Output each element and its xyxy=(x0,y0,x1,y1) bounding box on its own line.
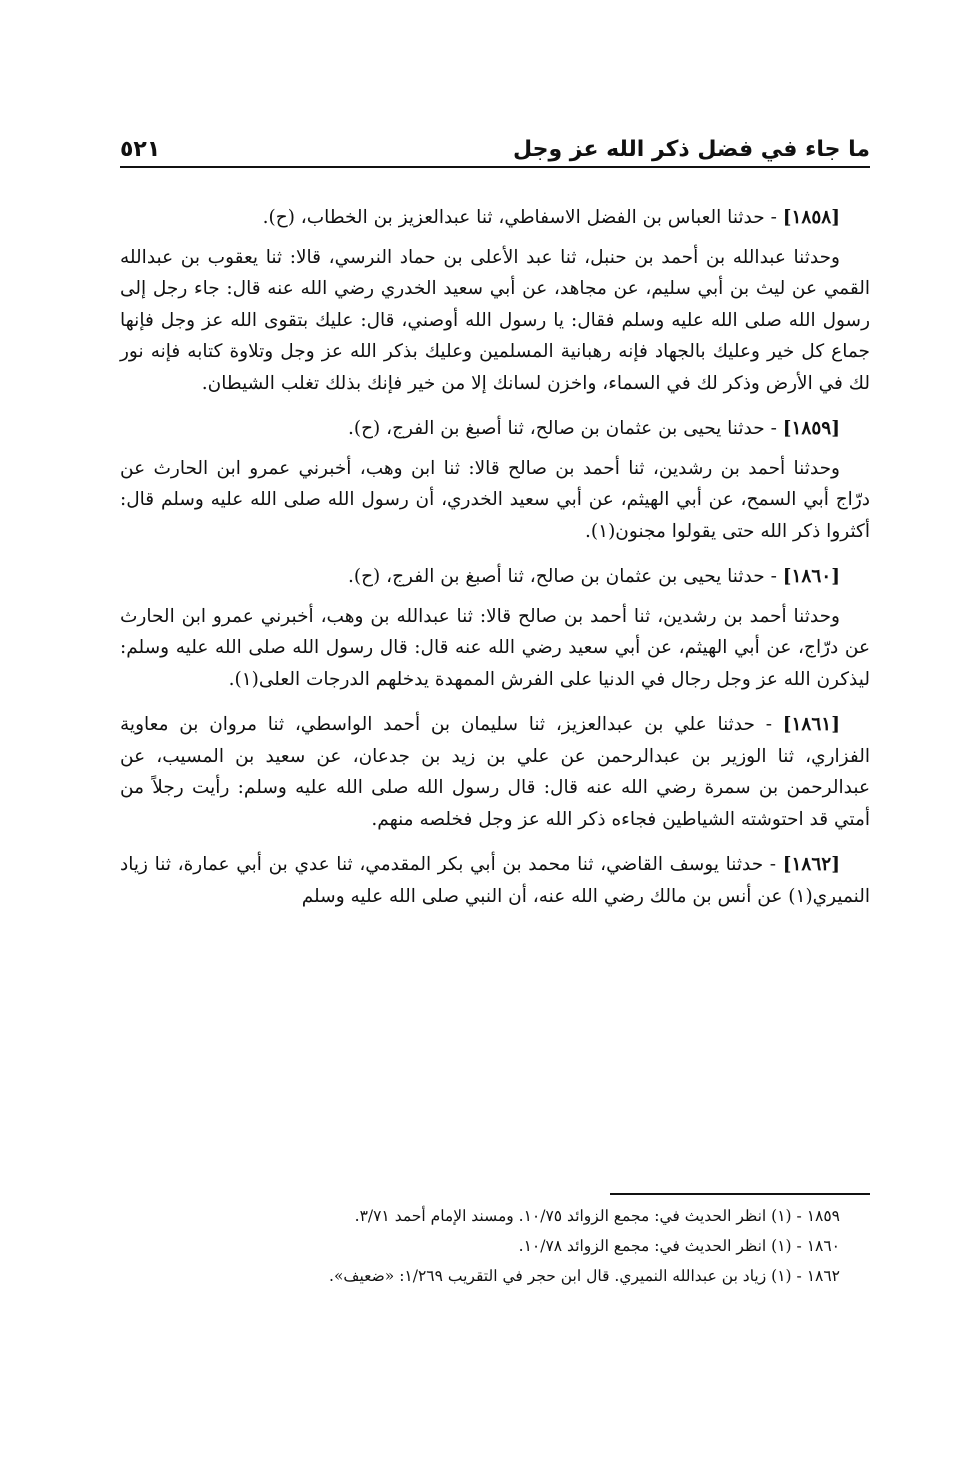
hadith-number: [١٨٦٠] xyxy=(782,566,840,587)
hadith-text: - حدثنا يوسف القاضي، ثنا محمد بن أبي بكر المقدمي، ثنا عدي بن أبي عمارة، ثنا زياد النميري(١) عن أنس بن مالك رضي الله عنه، أن النبي صلى الله عليه وسلم xyxy=(120,854,870,907)
running-header xyxy=(120,120,870,168)
hadith-text: - حدثنا علي بن عبدالعزيز، ثنا سليمان بن أحمد الواسطي، ثنا مروان بن معاوية الفزاري، ثنا الوزير بن عبدالرحمن عن علي بن زيد بن جدعان، عن سعيد بن المسيب، عن عبدالرحمن بن سمرة رضي الله عنه قال: قال رسول الله صلى الله عليه وسلم: رأيت رجلاً من أمتي قد احتوشته الشياطين فجاءه ذكر الله عز وجل فخلصه منهم. xyxy=(120,714,870,830)
footnotes xyxy=(120,1193,870,1291)
hadith-entry-1858 xyxy=(120,202,870,399)
hadith-number: [١٨٥٨] xyxy=(782,207,840,228)
hadith-isnad: - حدثنا يحيى بن عثمان بن صالح، ثنا أصبغ بن الفرج، (ح). xyxy=(347,418,777,439)
hadith-number: [١٨٦٢] xyxy=(782,854,840,875)
hadith-entry-1861 xyxy=(120,709,870,835)
hadith-entry-1859 xyxy=(120,413,870,547)
hadith-text: وحدثنا أحمد بن رشدين، ثنا أحمد بن صالح قالا: ثنا عبدالله بن وهب، أخبرني عمرو ابن الحارث عن درّاج، عن أبي الهيثم، عن أبي سعيد رضي الله عنه قال: قال رسول الله صلى الله عليه وسلم: ليذكرن الله عز وجل رجال في الدنيا على الفرش الممهدة يدخلهم الدرجات العلى(١). xyxy=(120,605,870,690)
chapter-title: ما جاء في فضل ذكر الله عز وجل xyxy=(512,137,870,162)
hadith-text: وحدثنا عبدالله بن أحمد بن حنبل، ثنا عبد الأعلى بن حماد النرسي، قالا: ثنا يعقوب بن عبدالله القمي عن ليث بن أبي سليم، عن مجاهد، عن أبي سعيد الخدري رضي الله عنه قال: جاء رجل إلى رسول الله صلى الله عليه وسلم فقال: يا رسول الله أوصني، قال: عليك بتقوى الله عز وجل فإنها جماع كل خير وعليك بالجهاد فإنه رهبانية المسلمين وعليك بذكر الله عز وجل وتلاوة كتابه فإنه نور لك في الأرض وذكر لك في السماء، واخزن لسانك إلا من خير فإنك بذلك تغلب الشيطان. xyxy=(120,246,870,394)
footnote-divider xyxy=(610,1193,870,1195)
hadith-text: وحدثنا أحمد بن رشدين، ثنا أحمد بن صالح قالا: ثنا ابن وهب، أخبرني عمرو ابن الحارث عن درّاج أبي السمح، عن أبي الهيثم، عن أبي سعيد الخدري، أن رسول الله صلى الله عليه وسلم قال: أكثروا ذكر الله حتى يقولوا مجنون(١). xyxy=(120,457,870,542)
footnote-1860: ١٨٦٠ - (١) انظر الحديث في: مجمع الزوائد ١٠/٧٨. xyxy=(518,1237,840,1255)
hadith-entry-1862 xyxy=(120,849,870,912)
hadith-isnad: - حدثنا العباس بن الفضل الاسفاطي، ثنا عبدالعزيز بن الخطاب، (ح). xyxy=(262,207,777,228)
main-text xyxy=(120,202,870,912)
footnote-1859: ١٨٥٩ - (١) انظر الحديث في: مجمع الزوائد ١٠/٧٥. ومسند الإمام أحمد ٣/٧١. xyxy=(354,1207,840,1225)
hadith-number: [١٨٦١] xyxy=(782,714,840,735)
hadith-isnad: - حدثنا يحيى بن عثمان بن صالح، ثنا أصبغ بن الفرج، (ح). xyxy=(347,566,777,587)
page-number: ٥٢١ xyxy=(120,137,161,162)
hadith-number: [١٨٥٩] xyxy=(782,418,840,439)
hadith-entry-1860 xyxy=(120,561,870,695)
book-page xyxy=(120,120,870,926)
footnote-1862: ١٨٦٢ - (١) زياد بن عبدالله النميري. قال ابن حجر في التقريب ١/٢٦٩: «ضعيف». xyxy=(329,1267,840,1285)
